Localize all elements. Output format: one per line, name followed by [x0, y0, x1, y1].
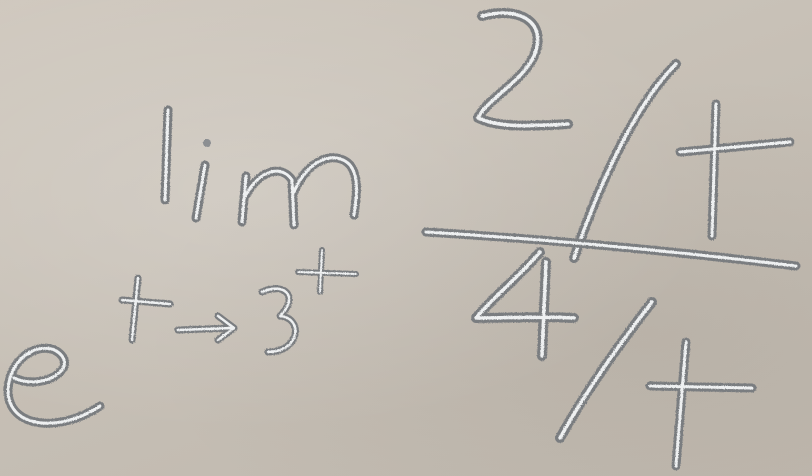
denominator-text	[4, 463, 18, 474]
lim-word	[165, 110, 357, 225]
fraction-bar	[426, 232, 796, 266]
expression-text	[4, 463, 138, 474]
limit-subscript	[122, 250, 356, 352]
denominator-4-over-t	[476, 252, 752, 466]
base-e	[8, 348, 100, 423]
numerator-2-over-t	[478, 13, 790, 258]
